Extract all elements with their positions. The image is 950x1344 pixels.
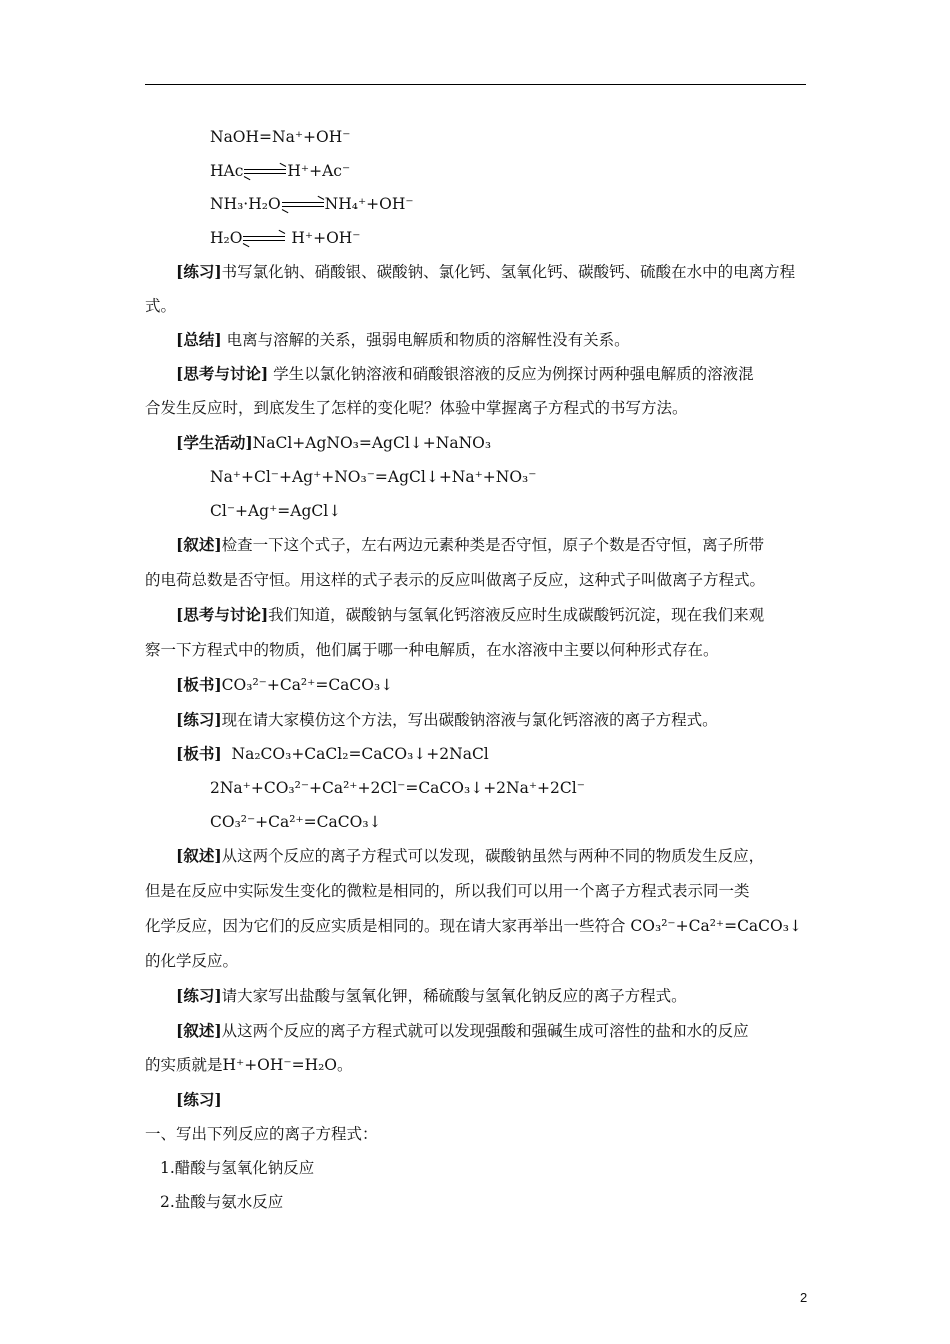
text: Na⁺+Cl⁻+Ag⁺+NO₃⁻=AgCl↓+Na⁺+NO₃⁻ — [210, 468, 537, 486]
para-narrate-2 — [176, 846, 764, 866]
tag: [叙述] — [176, 1021, 222, 1040]
text: 书写氯化钠、硝酸银、碳酸钠、氯化钙、氢氧化钙、碳酸钙、硫酸在水中的电离方程 — [221, 263, 796, 281]
para-discussion-1-cont — [145, 398, 688, 418]
eq-hac-right: H⁺+Ac⁻ — [287, 162, 351, 180]
text: 察一下方程式中的物质，他们属于哪一种电解质，在水溶液中主要以何种形式存在。 — [145, 641, 719, 659]
para-board-2 — [176, 744, 489, 764]
para-practice-4 — [176, 1090, 222, 1110]
para-narrate-1-cont — [145, 570, 765, 590]
tag: [学生活动] — [176, 433, 253, 452]
para-practice-2 — [176, 710, 718, 730]
para-narrate-2-l2 — [145, 881, 750, 901]
text: Cl⁻+Ag⁺=AgCl↓ — [210, 502, 342, 520]
text: Na₂CO₃+CaCl₂=CaCO₃↓+2NaCl — [221, 745, 489, 763]
eq-naoh — [210, 127, 350, 147]
para-practice-1-cont — [145, 296, 176, 316]
eq-nh3-right: NH₄⁺+OH⁻ — [324, 195, 414, 213]
eq-ionic-full — [210, 467, 536, 487]
eq-naoh-text: NaOH=Na⁺+OH⁻ — [210, 128, 351, 146]
equilibrium-arrow-icon — [244, 167, 286, 177]
eq-na2co3-ionic — [210, 778, 585, 798]
equilibrium-arrow-icon — [243, 234, 285, 244]
tag: [板书] — [176, 675, 222, 694]
eq-caco3-net — [210, 812, 382, 832]
text: 从这两个反应的离子方程式可以发现，碳酸钠虽然与两种不同的物质发生反应， — [221, 847, 765, 865]
tag: [练习] — [176, 262, 222, 281]
header-rule — [145, 84, 806, 85]
tag: [练习] — [176, 1090, 222, 1109]
page-number: 2 — [800, 1290, 808, 1305]
text: 2Na⁺+CO₃²⁻+Ca²⁺+2Cl⁻=CaCO₃↓+2Na⁺+2Cl⁻ — [210, 779, 585, 797]
text: 化学反应，因为它们的反应实质是相同的。现在请大家再举出一些符合 CO₃²⁻+Ca²⁺=CaCO₃↓ — [145, 917, 802, 935]
para-student-activity — [176, 433, 491, 453]
tag: [思考与讨论] — [176, 605, 269, 624]
tag: [思考与讨论] — [176, 364, 269, 383]
tag: [练习] — [176, 710, 222, 729]
text: 式。 — [145, 297, 177, 315]
tag: [总结] — [176, 330, 222, 349]
text: 但是在反应中实际发生变化的微粒是相同的，所以我们可以用一个离子方程式表示同一类 — [145, 882, 750, 900]
eq-h2o-left: H₂O — [210, 229, 243, 247]
text: 现在请大家模仿这个方法，写出碳酸钠溶液与氯化钙溶液的离子方程式。 — [221, 711, 718, 729]
para-narrate-3-cont — [145, 1055, 353, 1075]
para-narrate-1 — [176, 535, 764, 555]
para-board-1 — [176, 675, 393, 695]
tag: [练习] — [176, 986, 222, 1005]
text: NaCl+AgNO₃=AgCl↓+NaNO₃ — [252, 434, 492, 452]
text: 2.盐酸与氨水反应 — [160, 1193, 284, 1211]
para-narrate-3 — [176, 1021, 749, 1041]
text: 我们知道，碳酸钠与氢氧化钙溶液反应时生成碳酸钙沉淀，现在我们来观 — [268, 606, 765, 624]
text: 电离与溶解的关系，强弱电解质和物质的溶解性没有关系。 — [221, 331, 630, 349]
para-practice-3 — [176, 986, 687, 1006]
eq-nh3-left: NH₃·H₂O — [210, 195, 281, 213]
para-narrate-2-l4 — [145, 951, 238, 971]
text: 1.醋酸与氢氧化钠反应 — [160, 1159, 315, 1177]
text: 的化学反应。 — [145, 952, 239, 970]
para-discussion-2-cont — [145, 640, 719, 660]
tag: [板书] — [176, 744, 222, 763]
eq-ionic-net — [210, 501, 341, 521]
question-2 — [160, 1192, 283, 1212]
text: CO₃²⁻+Ca²⁺=CaCO₃↓ — [210, 813, 382, 831]
para-discussion-2 — [176, 605, 764, 625]
para-practice-1 — [176, 262, 795, 282]
text: 合发生反应时，到底发生了怎样的变化呢？体验中掌握离子方程式的书写方法。 — [145, 399, 688, 417]
text: 请大家写出盐酸与氢氧化钾，稀硫酸与氢氧化钠反应的离子方程式。 — [221, 987, 687, 1005]
equilibrium-arrow-icon — [282, 200, 324, 210]
text: 的电荷总数是否守恒。用这样的式子表示的反应叫做离子反应，这种式子叫做离子方程式。 — [145, 571, 766, 589]
tag: [叙述] — [176, 846, 222, 865]
para-discussion-1 — [176, 364, 754, 384]
eq-h2o — [210, 228, 360, 248]
text: 从这两个反应的离子方程式就可以发现强酸和强碱生成可溶性的盐和水的反应 — [221, 1022, 749, 1040]
eq-hac — [210, 161, 350, 181]
eq-h2o-right: H⁺+OH⁻ — [286, 229, 361, 247]
question-1 — [160, 1158, 314, 1178]
text: 检查一下这个式子，左右两边元素种类是否守恒，原子个数是否守恒，离子所带 — [221, 536, 765, 554]
text: CO₃²⁻+Ca²⁺=CaCO₃↓ — [221, 676, 394, 694]
text: 的实质就是H⁺+OH⁻=H₂O。 — [145, 1056, 353, 1074]
eq-hac-left: HAc — [210, 162, 244, 180]
tag: [叙述] — [176, 535, 222, 554]
question-heading — [145, 1124, 378, 1144]
text: 学生以氯化钠溶液和硝酸银溶液的反应为例探讨两种强电解质的溶液混 — [268, 365, 754, 383]
para-summary — [176, 330, 630, 350]
para-narrate-2-l3 — [145, 916, 802, 936]
text: 一、写出下列反应的离子方程式： — [145, 1125, 378, 1143]
eq-nh3 — [210, 194, 414, 214]
